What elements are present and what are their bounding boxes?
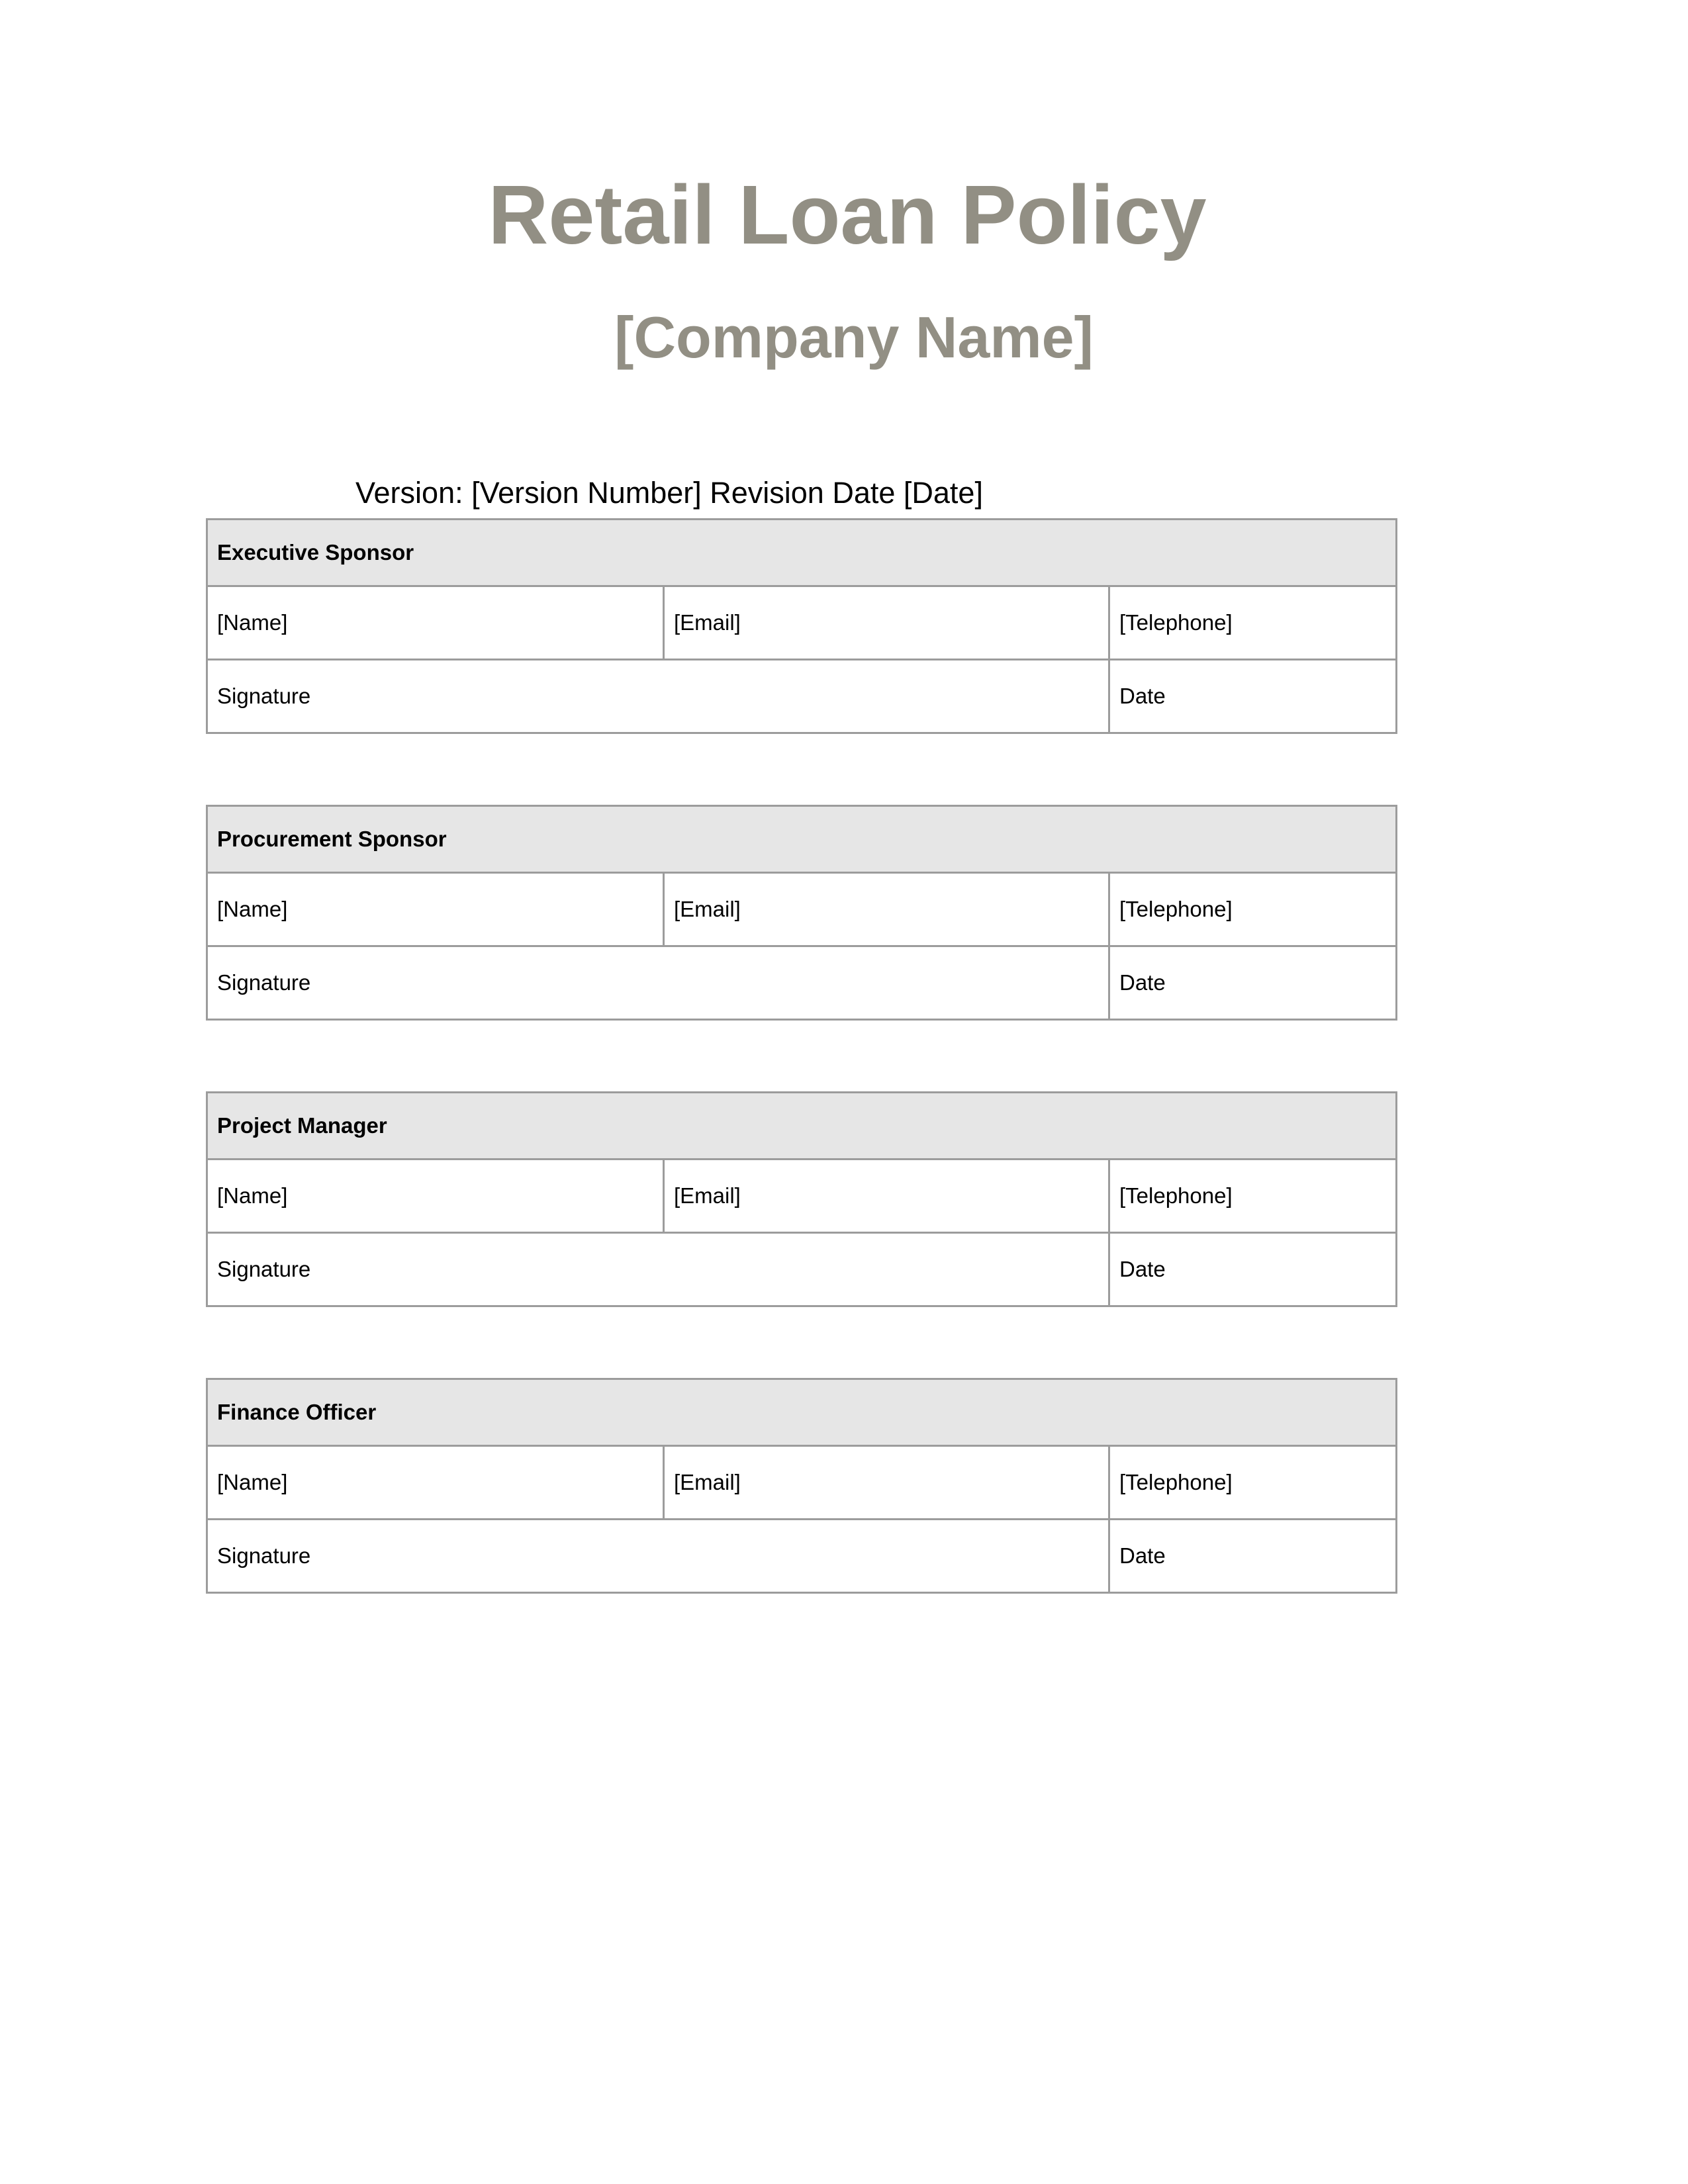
signature-row — [207, 1520, 1397, 1593]
signature-cell[interactable]: Signature — [207, 946, 1109, 1020]
email-cell[interactable]: [Email] — [664, 1160, 1109, 1233]
date-cell[interactable]: Date — [1109, 1520, 1397, 1593]
name-cell[interactable]: [Name] — [207, 1446, 664, 1520]
section-heading: Procurement Sponsor — [207, 806, 1397, 873]
signature-row — [207, 1233, 1397, 1306]
section-heading: Finance Officer — [207, 1379, 1397, 1446]
signature-cell[interactable]: Signature — [207, 660, 1109, 733]
date-cell[interactable]: Date — [1109, 946, 1397, 1020]
project-manager-table — [206, 1091, 1397, 1307]
date-cell[interactable]: Date — [1109, 660, 1397, 733]
email-cell[interactable]: [Email] — [664, 1446, 1109, 1520]
section-heading: Executive Sponsor — [207, 520, 1397, 586]
executive-sponsor-table — [206, 518, 1397, 734]
name-cell[interactable]: [Name] — [207, 1160, 664, 1233]
signature-cell[interactable]: Signature — [207, 1520, 1109, 1593]
contact-row — [207, 1446, 1397, 1520]
finance-officer-table — [206, 1378, 1397, 1594]
contact-row — [207, 1160, 1397, 1233]
section-heading: Project Manager — [207, 1093, 1397, 1160]
name-cell[interactable]: [Name] — [207, 873, 664, 946]
signature-cell[interactable]: Signature — [207, 1233, 1109, 1306]
section-header-row — [207, 520, 1397, 586]
company-name: [Company Name] — [614, 304, 1094, 370]
telephone-cell[interactable]: [Telephone] — [1109, 1446, 1397, 1520]
email-cell[interactable]: [Email] — [664, 586, 1109, 660]
section-header-row — [207, 1093, 1397, 1160]
document-title: Retail Loan Policy — [488, 168, 1207, 261]
telephone-cell[interactable]: [Telephone] — [1109, 1160, 1397, 1233]
version-line: Version: [Version Number] Revision Date [Date] — [355, 476, 983, 510]
contact-row — [207, 873, 1397, 946]
name-cell[interactable]: [Name] — [207, 586, 664, 660]
contact-row — [207, 586, 1397, 660]
section-header-row — [207, 806, 1397, 873]
procurement-sponsor-table — [206, 805, 1397, 1021]
email-cell[interactable]: [Email] — [664, 873, 1109, 946]
telephone-cell[interactable]: [Telephone] — [1109, 873, 1397, 946]
signature-row — [207, 946, 1397, 1020]
section-header-row — [207, 1379, 1397, 1446]
telephone-cell[interactable]: [Telephone] — [1109, 586, 1397, 660]
signature-row — [207, 660, 1397, 733]
date-cell[interactable]: Date — [1109, 1233, 1397, 1306]
